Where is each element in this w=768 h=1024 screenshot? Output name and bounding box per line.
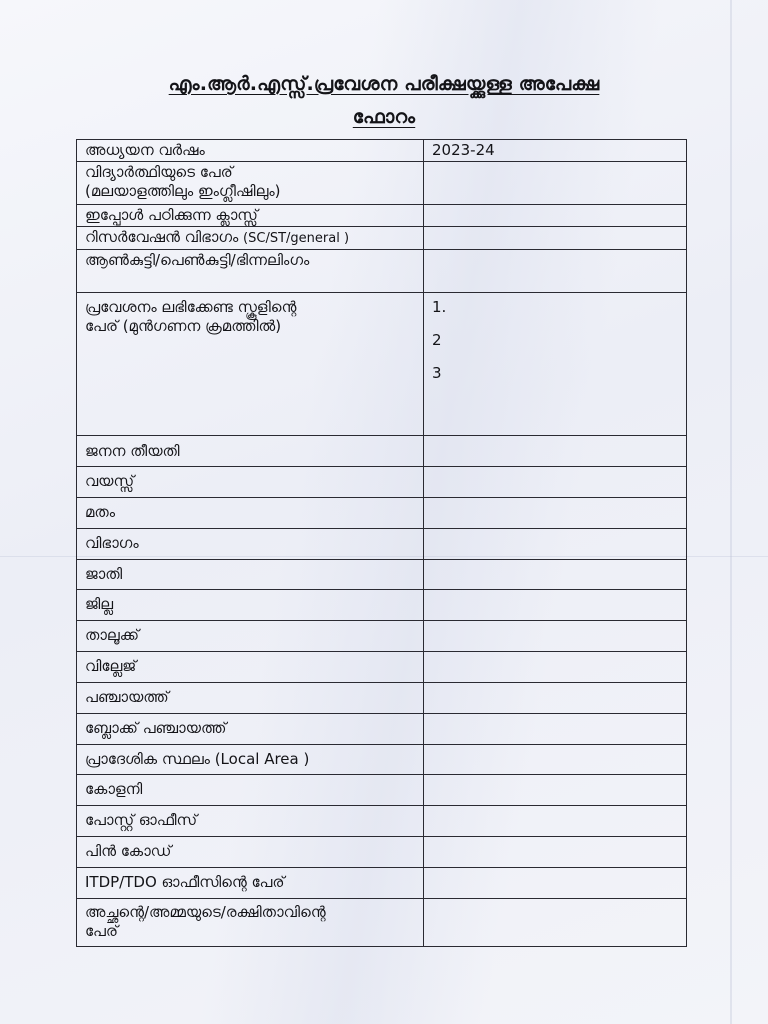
guardian-name-label	[77, 899, 424, 947]
application-form-table	[76, 139, 687, 947]
pin-code-label: പിൻ കോഡ്	[77, 837, 424, 868]
taluk-field[interactable]	[424, 621, 687, 652]
student-name-label-line2: (മലയാളത്തിലും ഇംഗ്ലീഷിലും)	[85, 182, 281, 200]
table-row	[77, 227, 687, 250]
category-field[interactable]	[424, 529, 687, 560]
school-preference-label-line2: പേര് (മുൻഗണന ക്രമത്തിൽ)	[85, 317, 282, 335]
school-choice-2: 2	[432, 331, 442, 349]
block-panchayat-label: ബ്ലോക്ക് പഞ്ചായത്ത്	[77, 714, 424, 745]
school-preference-label-line1: പ്രവേശനം ലഭിക്കേണ്ട സ്കൂളിന്റെ	[85, 298, 297, 316]
table-row	[77, 837, 687, 868]
table-row	[77, 868, 687, 899]
table-row	[77, 714, 687, 745]
table-row	[77, 775, 687, 806]
table-row	[77, 498, 687, 529]
local-area-label: പ്രാദേശിക സ്ഥലം (Local Area )	[77, 745, 424, 775]
reservation-category-field[interactable]	[424, 227, 687, 250]
school-preference-field[interactable]	[424, 293, 687, 436]
village-label: വില്ലേജ്	[77, 652, 424, 683]
table-row	[77, 621, 687, 652]
table-row	[77, 652, 687, 683]
local-area-field[interactable]	[424, 745, 687, 775]
form-title: എം.ആർ.എസ്സ്.പ്രവേശന പരീക്ഷയ്ക്കുള്ള അപേക്ഷ	[168, 73, 600, 95]
table-row	[77, 529, 687, 560]
guardian-name-field[interactable]	[424, 899, 687, 947]
itdp-office-field[interactable]	[424, 868, 687, 899]
reservation-category-note: (SC/ST/general )	[243, 231, 350, 246]
block-panchayat-field[interactable]	[424, 714, 687, 745]
religion-field[interactable]	[424, 498, 687, 529]
gender-label: ആൺകുട്ടി/പെൺകുട്ടി/ഭിന്നലിംഗം	[77, 250, 424, 293]
date-of-birth-label: ജനന തീയതി	[77, 436, 424, 467]
reservation-category-label	[77, 227, 424, 250]
table-row	[77, 899, 687, 947]
date-of-birth-field[interactable]	[424, 436, 687, 467]
category-label: വിഭാഗം	[77, 529, 424, 560]
village-field[interactable]	[424, 652, 687, 683]
current-class-label: ഇപ്പോൾ പഠിക്കുന്ന ക്ലാസ്സ്	[77, 205, 424, 227]
panchayat-field[interactable]	[424, 683, 687, 714]
table-row	[77, 436, 687, 467]
school-preference-label	[77, 293, 424, 436]
table-row	[77, 560, 687, 590]
table-row	[77, 140, 687, 162]
age-field[interactable]	[424, 467, 687, 498]
school-choice-1: 1.	[432, 298, 447, 316]
school-choice-3: 3	[432, 364, 442, 382]
table-row	[77, 590, 687, 621]
colony-field[interactable]	[424, 775, 687, 806]
academic-year-value: 2023-24	[424, 140, 687, 162]
gender-field[interactable]	[424, 250, 687, 293]
student-name-field[interactable]	[424, 162, 687, 205]
post-office-label: പോസ്റ്റ് ഓഫീസ്	[77, 806, 424, 837]
guardian-name-label-line2: പേര്	[85, 922, 118, 940]
form-title-continued: ഫോറം	[352, 106, 416, 128]
table-row	[77, 250, 687, 293]
table-row	[77, 683, 687, 714]
reservation-category-text: റിസർവേഷൻ വിഭാഗം	[85, 228, 244, 246]
table-row	[77, 467, 687, 498]
current-class-field[interactable]	[424, 205, 687, 227]
district-field[interactable]	[424, 590, 687, 621]
academic-year-label: അധ്യയന വർഷം	[77, 140, 424, 162]
colony-label: കോളനി	[77, 775, 424, 806]
table-row	[77, 162, 687, 205]
table-row	[77, 205, 687, 227]
panchayat-label: പഞ്ചായത്ത്	[77, 683, 424, 714]
religion-label: മതം	[77, 498, 424, 529]
district-label: ജില്ല	[77, 590, 424, 621]
caste-field[interactable]	[424, 560, 687, 590]
student-name-label-line1: വിദ്യാർത്ഥിയുടെ പേര്	[85, 163, 233, 181]
table-row	[77, 745, 687, 775]
age-label: വയസ്സ്	[77, 467, 424, 498]
table-row	[77, 806, 687, 837]
student-name-label	[77, 162, 424, 205]
table-row	[77, 293, 687, 436]
pin-code-field[interactable]	[424, 837, 687, 868]
itdp-office-label: ITDP/TDO ഓഫീസിന്റെ പേര്	[77, 868, 424, 899]
post-office-field[interactable]	[424, 806, 687, 837]
caste-label: ജാതി	[77, 560, 424, 590]
taluk-label: താലൂക്ക്	[77, 621, 424, 652]
paper-fold	[730, 0, 732, 1024]
guardian-name-label-line1: അച്ഛന്റെ/അമ്മയുടെ/രക്ഷിതാവിന്റെ	[85, 903, 326, 921]
